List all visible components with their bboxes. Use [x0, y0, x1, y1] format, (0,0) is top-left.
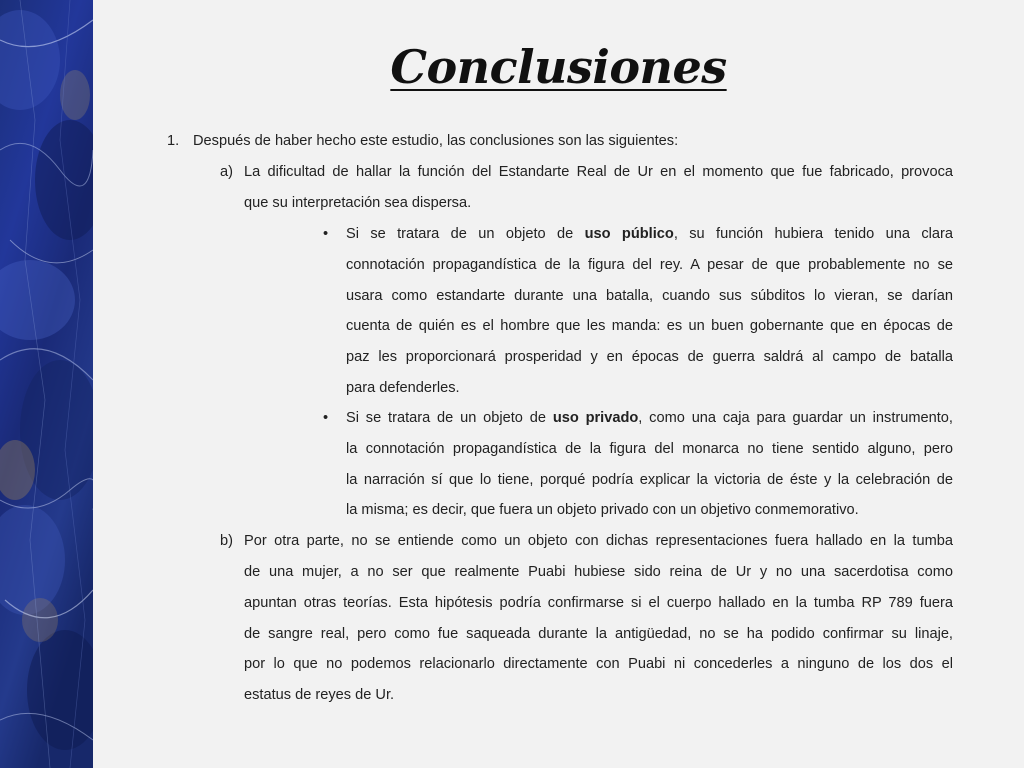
- item-a-line-2: que su interpretación sea dispersa.: [244, 195, 472, 211]
- bullet-2-line-1-pre: Si se tratara de un objeto de: [346, 410, 553, 426]
- slide-content: [93, 0, 1024, 768]
- bullet-2-line-1: [346, 408, 953, 428]
- bullet-2-bold-text: uso privado: [552, 410, 639, 426]
- item-b-line-1: Por otra parte, no se entiende como un objeto con dichas representaciones fuera hallado en la tumba: [244, 533, 953, 549]
- bullet-1-line-5: paz les proporcionará prosperidad y en épocas de guerra saldrá al campo de batalla: [346, 349, 953, 365]
- bullet-1-line-3: usara como estandarte durante una batalla, cuando sus súbditos lo vieran, se darían: [346, 288, 953, 304]
- item-b-line-4: de sangre real, pero como fue saqueada durante la antigüedad, no se ha podido confirmar su linaje,: [244, 626, 953, 642]
- item-b-marker: b): [220, 533, 233, 549]
- bullet-2-marker: •: [323, 410, 329, 426]
- item-b-line-6: estatus de reyes de Ur.: [244, 687, 395, 703]
- bullet-1-line-2: connotación propagandística de la figura del rey. A pesar de que probablemente no se: [346, 257, 953, 273]
- item-b-line-5: por lo que no podemos relacionarlo directamente con Puabi ni concederles a ninguno de los dos el: [244, 656, 953, 672]
- bullet-1-marker: •: [323, 226, 329, 242]
- bullet-1-line-4: cuenta de quién es el hombre que les manda: es un buen gobernante que en épocas de: [346, 318, 953, 334]
- bullet-2-line-2: la connotación propagandística de la figura del monarca no tiene sentido alguno, pero: [346, 441, 953, 457]
- bullet-1-line-6: para defenderles.: [346, 380, 460, 396]
- bullet-1-bold-text: uso público: [584, 226, 674, 242]
- bullet-2-line-4: la misma; es decir, que fuera un objeto privado con un objetivo conmemorativo.: [346, 502, 859, 518]
- item-1-number: 1.: [167, 133, 180, 149]
- bullet-1-line-1-pre: Si se tratara de un objeto de: [346, 226, 585, 242]
- bullet-1-line-1: [346, 224, 953, 244]
- slide-title-text: Conclusiones: [390, 40, 727, 94]
- bullet-2-line-1-post: , como una caja para guardar un instrumento,: [638, 410, 953, 426]
- item-a-marker: a): [220, 164, 233, 180]
- bullet-1-line-1-post: , su función hubiera tenido una clara: [673, 226, 953, 242]
- item-a-line-1: La dificultad de hallar la función del Estandarte Real de Ur en el momento que fue fabricado, provoca: [244, 164, 953, 180]
- item-b-line-3: apuntan otras teorías. Esta hipótesis podría confirmarse si el cuerpo hallado en la tumba RP 789 fuera: [244, 595, 953, 611]
- item-b-line-2: de una mujer, a no ser que realmente Puabi hubiese sido reina de Ur y no una sacerdotisa como: [244, 564, 953, 580]
- item-1-text: Después de haber hecho este estudio, las conclusiones son las siguientes:: [193, 133, 679, 149]
- marble-decoration: [0, 0, 93, 768]
- bullet-2-line-3: la narración sí que lo tiene, porqué podría explicar la victoria de éste y la celebración de: [346, 472, 953, 488]
- lapis-texture: [0, 0, 93, 768]
